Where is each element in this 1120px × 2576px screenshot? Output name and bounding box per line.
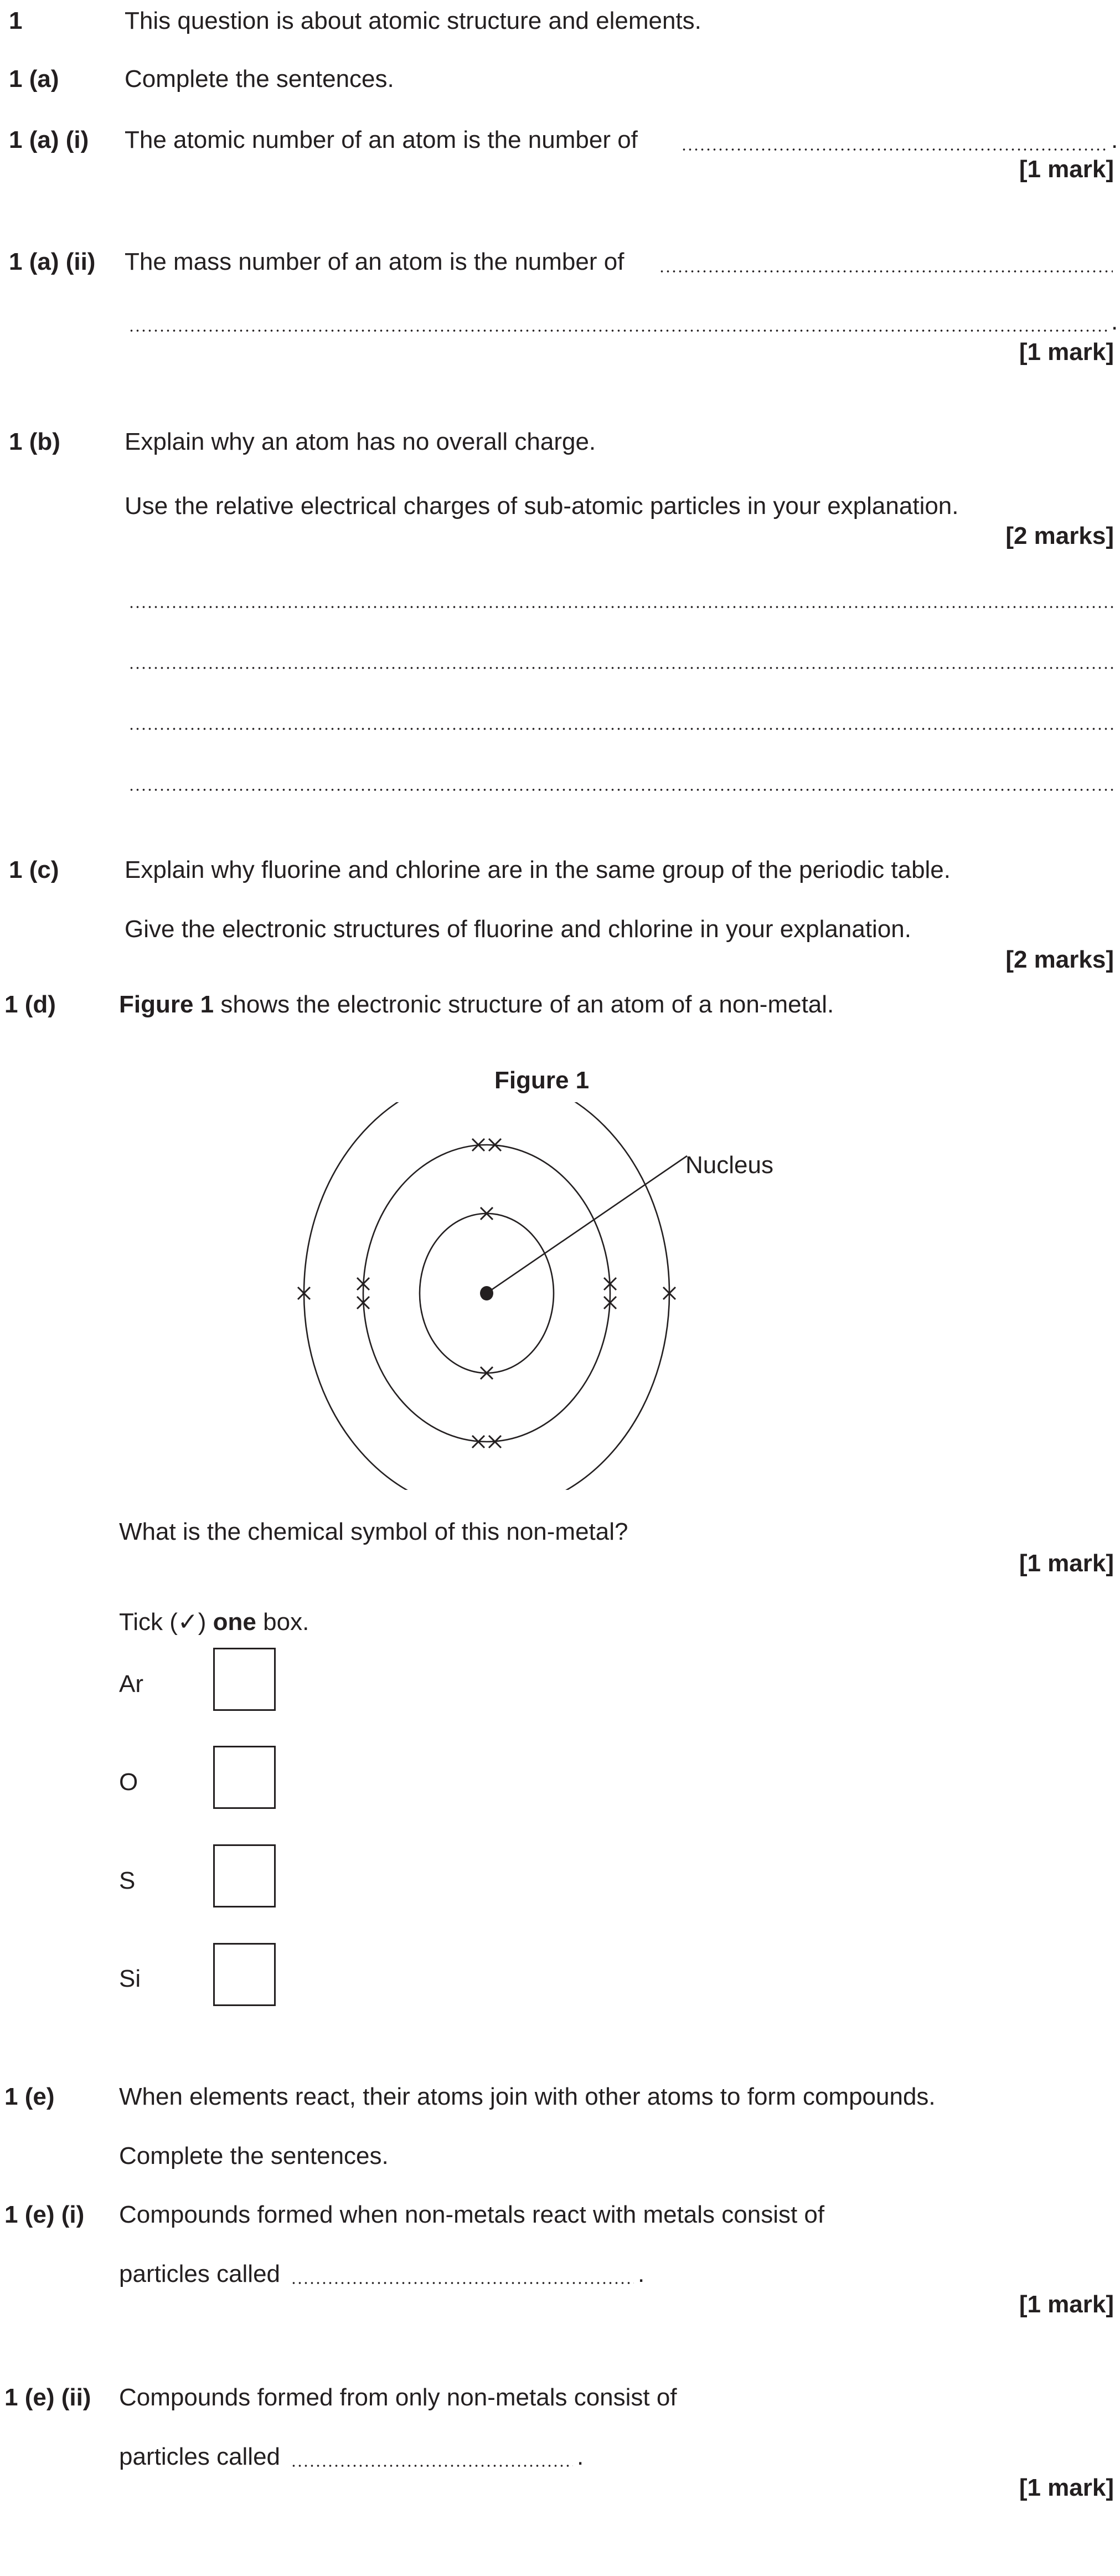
marks-label: [1 mark]	[1019, 1550, 1114, 1577]
question-text: What is the chemical symbol of this non-metal?	[119, 1518, 628, 1545]
question-text: Explain why an atom has no overall charge.	[125, 428, 596, 455]
question-number: 1 (a)	[9, 65, 59, 92]
question-number: 1 (e) (ii)	[4, 2384, 91, 2411]
answer-line[interactable]	[681, 148, 1107, 151]
question-number: 1 (c)	[9, 856, 59, 883]
figure-reference: Figure 1	[119, 991, 214, 1018]
answer-line[interactable]	[291, 2282, 634, 2284]
question-text: Complete the sentences.	[125, 65, 394, 92]
answer-line[interactable]	[128, 728, 1114, 730]
answer-line[interactable]	[128, 789, 1114, 791]
marks-label: [1 mark]	[1019, 338, 1114, 366]
sentence-end: .	[638, 2260, 645, 2287]
marks-label: [1 mark]	[1019, 2291, 1114, 2318]
answer-line[interactable]	[128, 606, 1114, 608]
question-instruction: Give the electronic structures of fluorine and chlorine in your explanation.	[125, 916, 911, 943]
question-number: 1 (b)	[9, 428, 60, 455]
option-label-o: O	[119, 1768, 138, 1796]
question-text: Compounds formed when non-metals react with metals consist of	[119, 2201, 825, 2228]
sentence-end: .	[577, 2443, 584, 2470]
marks-label: [2 marks]	[1005, 522, 1114, 549]
answer-line[interactable]	[659, 270, 1113, 272]
nucleus	[480, 1286, 493, 1300]
checkbox-s[interactable]	[213, 1844, 276, 1907]
question-text: When elements react, their atoms join with other atoms to form compounds.	[119, 2083, 936, 2110]
question-intro: This question is about atomic structure and elements.	[125, 7, 701, 34]
option-label-ar: Ar	[119, 1670, 143, 1698]
sentence-end: .	[1111, 308, 1118, 335]
question-text: The mass number of an atom is the number of	[125, 248, 624, 275]
marks-label: [1 mark]	[1019, 156, 1114, 183]
question-text: Compounds formed from only non-metals consist of	[119, 2384, 677, 2411]
question-text-line2: particles called	[119, 2260, 281, 2287]
question-text: The atomic number of an atom is the number of	[125, 126, 638, 153]
tick-icon: ✓	[177, 1608, 198, 1636]
question-number: 1	[9, 7, 23, 34]
checkbox-si[interactable]	[213, 1943, 276, 2006]
figure-title: Figure 1	[494, 1067, 590, 1094]
answer-line[interactable]	[291, 2465, 573, 2467]
answer-line[interactable]	[128, 330, 1107, 332]
option-label-s: S	[119, 1867, 136, 1894]
checkbox-ar[interactable]	[213, 1648, 276, 1711]
question-instruction: Use the relative electrical charges of sub-atomic particles in your explanation.	[125, 492, 959, 520]
nucleus-label: Nucleus	[685, 1151, 773, 1179]
tick-instruction: Tick (✓) one box.	[119, 1608, 309, 1636]
question-number: 1 (e) (i)	[4, 2201, 85, 2228]
sentence-end: .	[1111, 126, 1118, 153]
question-instruction: Complete the sentences.	[119, 2142, 389, 2169]
question-text: Explain why fluorine and chlorine are in the same group of the periodic table.	[125, 856, 951, 883]
question-number: 1 (a) (ii)	[9, 248, 96, 275]
question-number: 1 (a) (i)	[9, 126, 89, 153]
question-text-line2: particles called	[119, 2443, 281, 2470]
marks-label: [1 mark]	[1019, 2474, 1114, 2501]
question-number: 1 (d)	[4, 991, 56, 1018]
question-number: 1 (e)	[4, 2083, 55, 2110]
question-text: Figure 1 shows the electronic structure of an atom of a non-metal.	[119, 991, 834, 1018]
answer-line[interactable]	[128, 667, 1114, 669]
nucleus-pointer	[491, 1156, 687, 1290]
marks-label: [2 marks]	[1005, 946, 1114, 973]
option-label-si: Si	[119, 1965, 141, 1992]
checkbox-o[interactable]	[213, 1746, 276, 1809]
